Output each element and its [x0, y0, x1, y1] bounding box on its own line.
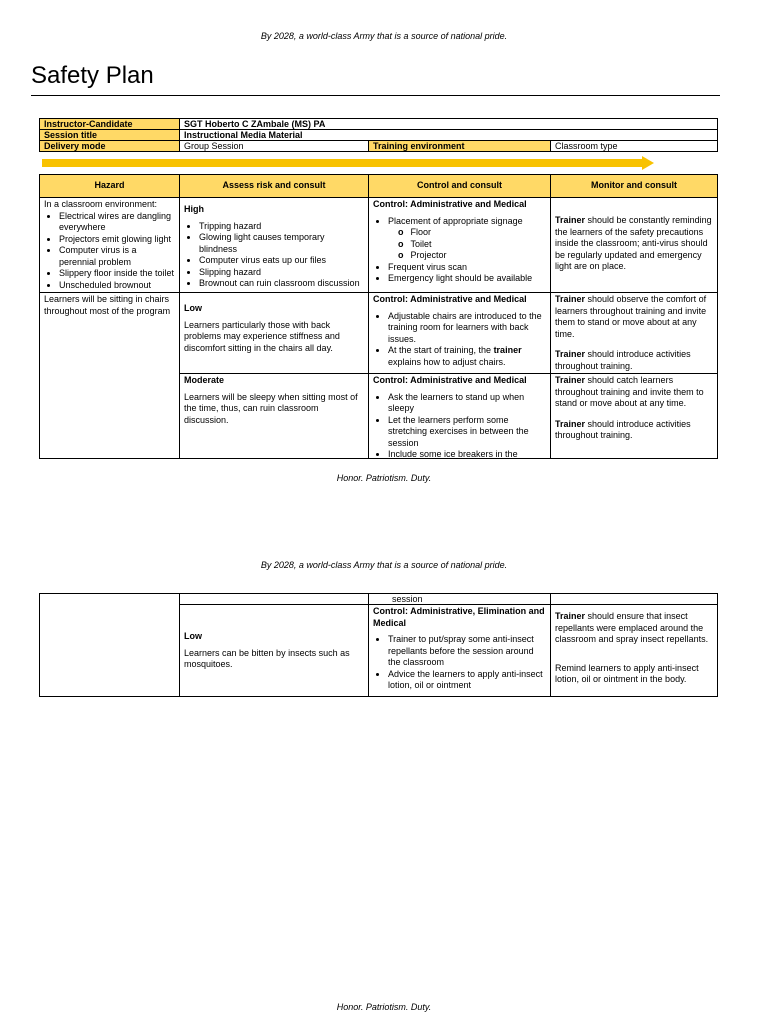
control-list	[373, 216, 546, 285]
instructor-label: Instructor-Candidate	[40, 119, 180, 130]
safety-plan-table	[39, 174, 718, 459]
monitor-body: should be constantly reminding the learners of the safety precautions inside the classroom; anti-virus should be regularly updated and emergency light are on place.	[555, 215, 712, 271]
sub-list-item: o Projector	[398, 250, 546, 262]
monitor-body: should ensure that insect repellants were emplaced around the classroom and spray insect repellants.	[555, 611, 709, 644]
trainer-label: Trainer	[555, 611, 586, 621]
risk-cell	[180, 605, 369, 697]
list-item: • Adjustable chairs are introduced to the training room for learners with back issues.	[388, 311, 546, 346]
header-monitor: Monitor and consult	[551, 175, 718, 198]
session-value: Instructional Media Material	[180, 130, 718, 141]
list-item: • Trainer to put/spray some anti-insect repellants before the session around the classroom	[388, 634, 546, 669]
header-tagline: By 2028, a world-class Army that is a source of national pride.	[260, 560, 508, 570]
table-row	[40, 198, 718, 293]
risk-level: Low	[184, 303, 202, 313]
environment-value: Classroom type	[551, 141, 718, 152]
risk-cell	[180, 293, 369, 374]
list-item: • Glowing light causes temporary blindness	[199, 232, 364, 255]
trainer-label: Trainer	[555, 294, 586, 304]
risk-text: Learners particularly those with back problems may experience stiffness and discomfort sitting in the chairs all day.	[184, 319, 340, 353]
info-row-instructor	[40, 119, 718, 130]
control-list	[373, 392, 546, 458]
monitor-text	[555, 349, 713, 372]
list-item: • Include some ice breakers in the	[388, 449, 546, 457]
table-row	[40, 293, 718, 374]
monitor-cell	[551, 374, 718, 459]
list-item: • Brownout can ruin classroom discussion	[199, 278, 364, 290]
hazard-cell	[40, 198, 180, 293]
hazard-text: Learners will be sitting in chairs throughout most of the program	[44, 294, 171, 316]
header-hazard: Hazard	[40, 175, 180, 198]
monitor-text: Remind learners to apply anti-insect lotion, oil or ointment in the body.	[555, 662, 699, 684]
trainer-label: Trainer	[555, 375, 586, 385]
risk-text: Learners can be bitten by insects such as mosquitoes.	[184, 647, 350, 669]
risk-level: Low	[184, 631, 202, 641]
monitor-body: should catch learners throughout training and invite them to stand or move about at any time.	[555, 375, 704, 408]
list-item: • Computer virus eats up our files	[199, 255, 364, 267]
risk-cell	[180, 594, 369, 605]
signage-sublist	[388, 227, 546, 262]
header-assess: Assess risk and consult	[180, 175, 369, 198]
monitor-cell	[551, 605, 718, 697]
control-title: Control: Administrative, Elimination and Medical	[373, 606, 545, 628]
list-item: • Let the learners perform some stretching exercises in between the session	[388, 415, 546, 450]
list-item: • Computer virus is a perennial problem	[59, 245, 175, 268]
control-item-post: explains how to adjust chairs.	[388, 356, 506, 367]
control-cell	[369, 198, 551, 293]
control-clip	[373, 375, 546, 457]
trainer-label: trainer	[493, 345, 522, 355]
info-row-session	[40, 130, 718, 141]
arrow-shaft	[42, 159, 642, 167]
trainer-label: Trainer	[555, 418, 586, 429]
monitor-text	[555, 215, 713, 273]
control-cell	[369, 374, 551, 459]
header-control: Control and consult	[369, 175, 551, 198]
info-row-delivery	[40, 141, 718, 152]
monitor-body: should introduce activities throughout training.	[555, 349, 691, 371]
page-title: Safety Plan	[31, 62, 154, 89]
monitor-text	[555, 375, 713, 410]
list-item: • Advice the learners to apply anti-insect lotion, oil or ointment	[388, 669, 546, 692]
monitor-text	[555, 611, 713, 646]
sub-list-item: o Toilet	[398, 239, 546, 251]
list-item	[388, 345, 546, 368]
list-item: • Emergency light should be available	[388, 273, 546, 285]
control-cell	[369, 293, 551, 374]
control-list	[373, 311, 546, 369]
risk-level: Moderate	[184, 375, 225, 385]
control-item-pre: At the start of training, the	[388, 345, 494, 355]
control-title: Control: Administrative and Medical	[373, 294, 527, 304]
list-item: • Slippery floor inside the toilet	[59, 268, 175, 280]
trainer-label: Trainer	[555, 215, 586, 225]
delivery-label: Delivery mode	[40, 141, 180, 152]
arrow-divider	[42, 156, 654, 170]
hazard-cell	[40, 594, 180, 697]
instructor-value: SGT Hoberto C ZAmbale (MS) PA	[180, 119, 718, 130]
risk-cell	[180, 374, 369, 459]
session-label: Session title	[40, 130, 180, 141]
monitor-text	[555, 294, 713, 340]
header-tagline: By 2028, a world-class Army that is a source of national pride.	[260, 31, 508, 41]
risk-text: Learners will be sleepy when sitting most of the time, thus, can ruin classroom discussion.	[184, 391, 358, 425]
hazard-list	[44, 211, 175, 292]
footer-tagline: Honor. Patriotism. Duty.	[336, 473, 432, 483]
monitor-text	[555, 419, 713, 442]
monitor-body: should introduce activities throughout training.	[555, 418, 691, 440]
risk-level: High	[184, 204, 204, 214]
table-header-row	[40, 175, 718, 198]
list-item	[388, 216, 546, 262]
arrow-head-icon	[642, 156, 654, 170]
footer-tagline: Honor. Patriotism. Duty.	[336, 1002, 432, 1012]
list-item: • Unscheduled brownout	[59, 280, 175, 292]
session-info-table	[39, 118, 718, 152]
control-list	[373, 634, 546, 692]
risk-list	[184, 221, 364, 290]
monitor-body: should observe the comfort of learners throughout training and invite them to stand or move about at any time.	[555, 294, 707, 339]
hazard-cell	[40, 293, 180, 459]
risk-cell	[180, 198, 369, 293]
title-divider	[31, 95, 720, 96]
delivery-value: Group Session	[180, 141, 369, 152]
list-item: • Projectors emit glowing light	[59, 234, 175, 246]
list-item: • Ask the learners to stand up when sleepy	[388, 392, 546, 415]
safety-plan-table-continued	[39, 593, 718, 697]
control-item: Placement of appropriate signage	[388, 215, 523, 226]
list-item: • Slipping hazard	[199, 267, 364, 279]
list-item: • Electrical wires are dangling everywhere	[59, 211, 175, 234]
sub-list-item: o Floor	[398, 227, 546, 239]
control-title: Control: Administrative and Medical	[373, 199, 527, 209]
list-item: • Tripping hazard	[199, 221, 364, 233]
trainer-label: Trainer	[555, 349, 586, 359]
list-item: • Frequent virus scan	[388, 262, 546, 274]
monitor-cell	[551, 293, 718, 374]
environment-label: Training environment	[369, 141, 551, 152]
control-title: Control: Administrative and Medical	[373, 375, 527, 385]
control-cell	[369, 605, 551, 697]
monitor-cell	[551, 594, 718, 605]
hazard-intro: In a classroom environment:	[44, 199, 158, 209]
table-row	[40, 594, 718, 605]
monitor-cell	[551, 198, 718, 293]
control-cell: session	[369, 594, 551, 605]
